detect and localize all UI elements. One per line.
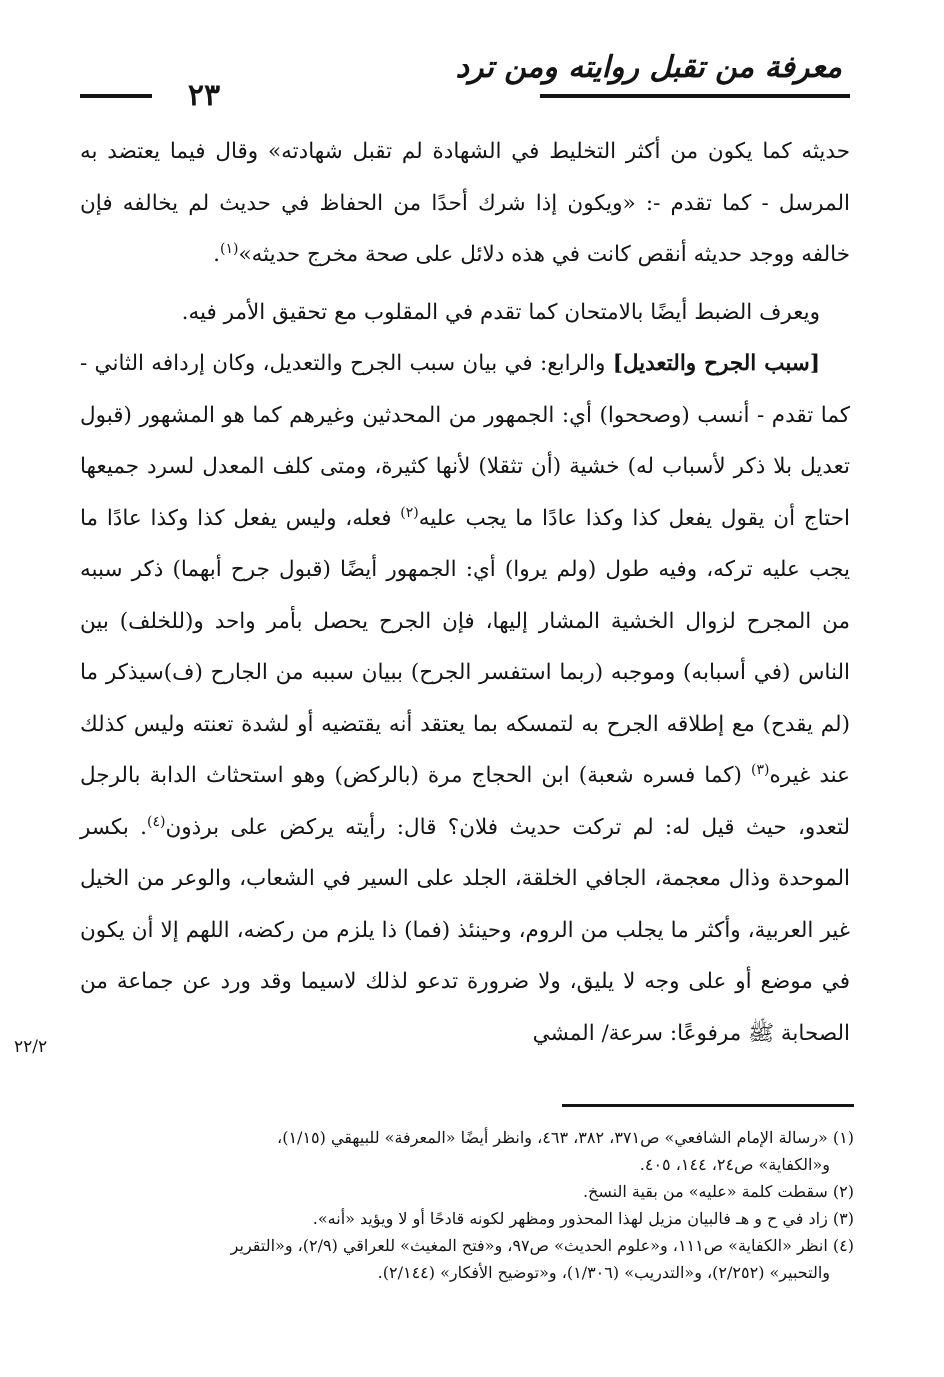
footnote-2: (٢) سقطت كلمة «عليه» من بقية النسخ. — [582, 1182, 854, 1201]
margin-note: ٢٢/٢ — [14, 1037, 48, 1057]
footnote-separator — [562, 1104, 854, 1107]
footnote-ref-2: (٢) — [400, 504, 419, 521]
paragraph-3-text-d: . بكسر الموحدة وذال معجمة، الجافي الخلقة، الجلد على السير في الشعاب، والوعر من الخيل غير العربية، وأكثر ما يجلب من الروم، وحينئذ (فما) ذا يلزم من ركضه، اللهم إلا أن يكون في موضع أو على وجه لا يليق، ولا ضرورة تدعو لذلك لاسيما وقد ورد عن جماعة من الصحابة ﷺ مرفوعًا: سرعة/ المشي — [80, 814, 850, 1046]
footnote-3: (٣) زاد في ح و هـ فالبيان مزيل لهذا المحذور ومظهر لكونه قادحًا أو لا ويؤيد «أنه». — [312, 1209, 854, 1228]
page-number: ٢٣ — [170, 78, 238, 113]
footnote-ref-3: (٣) — [751, 761, 770, 778]
header-rule-right — [540, 94, 850, 98]
paragraph-1-end: . — [213, 242, 220, 267]
footnote-1-continued: و«الكفاية» ص٢٤، ١٤٤، ٤٠٥. — [639, 1155, 830, 1174]
footnote-1: (١) «رسالة الإمام الشافعي» ص٣٧١، ٣٨٢، ٤٦٣، وانظر أيضًا «المعرفة» للبيهقي (١/١٥)، — [277, 1128, 854, 1147]
footnote-4-continued: والتحبير» (٢/٢٥٢)، و«التدريب» (١/٣٠٦)، و«توضيح الأفكار» (٢/١٤٤). — [377, 1263, 830, 1282]
paragraph-3 — [80, 338, 850, 1059]
section-heading: [سبب الجرح والتعديل] — [612, 351, 820, 376]
main-text — [80, 126, 850, 1059]
footnote-ref-4: (٤) — [147, 813, 166, 830]
paragraph-1-text: حديثه كما يكون من أكثر التخليط في الشهادة لم تقبل شهادته» وقال فيما يعتضد به المرسل - كما تقدم -: «ويكون إذا شرك أحدًا من الحفاظ في حديث لم يخالفه فإن خالفه ووجد حديثه أنقص كانت في هذه دلائل على صحة مخرج حديثه» — [80, 139, 850, 267]
paragraph-2: ويعرف الضبط أيضًا بالامتحان كما تقدم في المقلوب مع تحقيق الأمر فيه. — [181, 299, 820, 325]
paragraph-1 — [80, 126, 850, 281]
header-rule-left — [80, 94, 152, 98]
page-header — [80, 48, 850, 113]
footnote-ref-1: (١) — [220, 240, 239, 257]
running-title: معرفة من تقبل روايته ومن ترد — [455, 50, 842, 85]
paragraph-3-text-c: (كما فسره شعبة) ابن الحجاج مرة (بالركض) وهو استحثاث الدابة بالرجل لتعدو، حيث قيل له: لم تركت حديث فلان؟ قال: رأيته يركض على برذون — [80, 763, 850, 840]
paragraph-3-text-a: والرابع: في بيان سبب الجرح والتعديل، وكان إردافه الثاني - كما تقدم - أنسب (وصححوا) أي: الجمهور من المحدثين وغيرهم كما هو المشهور (قبول تعديل بلا ذكر لأسباب له) خشية (أن تثقلا) لأنها كثيرة، ومتى كلف المعدل لسرد جميعها احتاج أن يقول يفعل كذا وكذا عادًا ما يجب عليه — [80, 351, 850, 531]
footnote-4: (٤) انظر «الكفاية» ص١١١، و«علوم الحديث» ص٩٧، و«فتح المغيث» للعراقي (٢/٩)، و«التقرير — [230, 1236, 854, 1255]
paragraph-3-text-b: فعله، وليس يفعل كذا وكذا عادًا ما يجب عليه تركه، وفيه طول (ولم يروا) أي: الجمهور أيضًا (قبول جرح أبهما) ذكر سببه من المجرح لزوال الخشية المشار إليها، فإن الجرح يحصل بأمر واحد و(للخلف) بين الناس (في أسبابه) وموجبه (ربما استفسر الجرح) ببيان سببه من الجارح (ف)سيذكر ما (لم يقدح) مع إطلاقه الجرح به لتمسكه بما يعتقد أنه يقتضيه أو لشدة تعنته وليس كذلك عند غيره — [80, 505, 850, 788]
footnotes — [80, 1124, 854, 1286]
